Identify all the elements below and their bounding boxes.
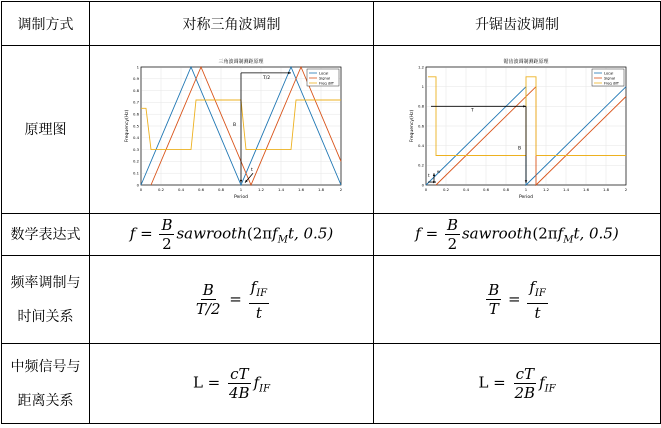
triangle-if-distance: L = $\frac{cT}{4B}$ $f_{IF}$ xyxy=(90,344,374,424)
if-distance-row xyxy=(2,344,661,424)
tri-ifd-L: L xyxy=(192,373,203,392)
saw-annot-B: B xyxy=(518,146,522,152)
tri-expr-fM: f xyxy=(272,224,278,243)
header-sawtooth: 升锯齿波调制 xyxy=(374,2,661,46)
tri-ytick-label: 1 xyxy=(136,63,139,69)
tri-annot-T2: T/2 xyxy=(262,75,270,81)
tri-annot-t: t xyxy=(250,167,253,173)
tri-ft-num1: B xyxy=(202,281,214,299)
sawtooth-modulation-figure xyxy=(402,55,632,205)
tri-ytick-label: 0.1 xyxy=(132,170,139,175)
saw-ifd-f: f xyxy=(539,373,545,392)
tri-xtick-label: 0 xyxy=(139,186,142,192)
saw-ft-num1: B xyxy=(488,281,500,299)
saw-ft-num2-wrap xyxy=(527,278,547,304)
tri-xtick-label: 1.6 xyxy=(297,186,304,192)
tri-ft-den1: T/2 xyxy=(195,300,221,318)
tri-xtick-label: 1.2 xyxy=(257,186,264,192)
tri-expr-f: f xyxy=(129,224,136,243)
saw-ytick-label: 1.2 xyxy=(417,63,424,69)
saw-ytick-label: 0.6 xyxy=(417,122,424,128)
principle-row xyxy=(2,46,661,214)
saw-ifd-den: 2B xyxy=(514,384,536,402)
tri-xlabel: Period xyxy=(233,194,248,200)
sawtooth-freq-time: $\frac{B}{T}$ = $\frac{f_{IF}}{t}$ xyxy=(374,256,661,344)
tri-ytick-label: 0.9 xyxy=(132,75,139,81)
saw-legend-label: Signal xyxy=(604,75,616,80)
freq-time-row xyxy=(2,256,661,344)
saw-ft-den2: t xyxy=(534,303,541,322)
tri-ft-num2-sub: IF xyxy=(256,287,268,299)
label-principle: 原理图 xyxy=(2,46,90,214)
tri-xtick-label: 1 xyxy=(239,186,242,192)
tri-ifd-den: 4B xyxy=(229,384,250,402)
saw-ytick-label: 0 xyxy=(421,181,424,187)
tri-legend-label: Signal xyxy=(318,75,330,80)
header-row xyxy=(2,2,661,46)
label-freq-time xyxy=(2,256,90,344)
saw-ft-frac1 xyxy=(486,281,501,318)
tri-xtick-label: 2 xyxy=(339,186,342,192)
saw-xtick-label: 0.6 xyxy=(482,186,490,192)
tri-ytick-label: 0.6 xyxy=(132,111,139,116)
tri-xtick-label: 0.2 xyxy=(157,186,164,192)
label-expression: 数学表达式 xyxy=(2,214,90,256)
triangle-modulation-figure xyxy=(117,55,347,205)
tri-ylabel: Frequency(Hz) xyxy=(124,109,130,142)
tri-expr-B: B xyxy=(161,216,173,234)
tri-ifd-frac xyxy=(227,365,252,402)
label-freq-time-line1: 频率调制与 xyxy=(10,274,81,291)
tri-xtick-label: 1.8 xyxy=(317,186,324,192)
saw-ft-num2: f xyxy=(529,277,535,296)
saw-expr-arg-post: t, 0.5) xyxy=(573,224,619,243)
saw-ft-den1: T xyxy=(488,300,499,318)
saw-ytick-label: 0.8 xyxy=(417,103,424,109)
tri-xtick-label: 0.4 xyxy=(177,186,184,192)
saw-ifd-L: L xyxy=(478,373,489,392)
header-triangle: 对称三角波调制 xyxy=(90,2,374,46)
tri-ytick-label: 0 xyxy=(136,181,139,187)
triangle-expression: f = $\frac{B}{2}$ $sawrooth(2\pi f_Mt$, 0.5) xyxy=(90,214,374,256)
tri-ytick-label: 0.7 xyxy=(132,99,139,105)
saw-xtick-label: 1.2 xyxy=(542,186,550,192)
tri-ft-frac1 xyxy=(194,281,223,318)
tri-xtick-label: 0.6 xyxy=(197,186,204,192)
saw-expr-B: B xyxy=(446,216,458,234)
saw-ylabel: Frequency(Hz) xyxy=(410,109,415,142)
saw-annot-T: T xyxy=(471,107,474,113)
saw-xtick-label: 2 xyxy=(624,186,628,192)
saw-title: 锯齿波调制测距原理 xyxy=(503,58,549,65)
tri-xtick-label: 0.8 xyxy=(217,186,224,192)
tri-ytick-label: 0.4 xyxy=(132,134,139,140)
saw-expr-func: sawrooth xyxy=(461,224,533,243)
saw-ytick-label: 0.4 xyxy=(417,142,424,148)
tri-ft-frac2 xyxy=(249,278,269,322)
tri-ytick-label: 0.2 xyxy=(132,158,139,164)
saw-annot-t: t xyxy=(428,172,430,178)
saw-xtick-label: 1 xyxy=(524,186,528,192)
saw-expr-f: f xyxy=(415,224,421,243)
tri-expr-2: 2 xyxy=(162,235,172,253)
saw-expr-fM-sub: M xyxy=(563,234,574,246)
comparison-table xyxy=(1,1,661,424)
saw-annot-fif: fif xyxy=(437,169,441,174)
saw-xtick-label: 0.2 xyxy=(442,186,450,192)
expression-row xyxy=(2,214,661,256)
saw-expr-fM: f xyxy=(557,224,564,243)
saw-expr-arg-pre: (2π xyxy=(532,224,558,243)
saw-ifd-f-sub: IF xyxy=(544,383,556,395)
tri-legend-label: Local xyxy=(318,70,328,75)
tri-annot-B: B xyxy=(232,122,236,128)
triangle-freq-time: $\frac{B}{T/2}$ = $\frac{f_{IF}}{t}$ xyxy=(90,256,374,344)
saw-ifd-num: cT xyxy=(515,365,534,383)
tri-legend-label: Freq diff xyxy=(318,80,334,85)
tri-ifd-f: f xyxy=(253,373,260,392)
tri-ytick-label: 0.5 xyxy=(132,122,139,128)
tri-ft-den2: t xyxy=(255,303,262,322)
tri-ft-num2-wrap xyxy=(249,278,269,304)
tri-xtick-label: 1.4 xyxy=(277,186,284,192)
tri-ytick-label: 0.8 xyxy=(132,87,139,93)
tri-ifd-f-sub: IF xyxy=(259,383,271,395)
label-freq-time-line2: 时间关系 xyxy=(17,308,74,325)
saw-ifd-frac xyxy=(513,365,538,402)
saw-ytick-label: 1 xyxy=(421,83,424,89)
saw-expr-frac xyxy=(445,216,460,253)
tri-ft-num2: f xyxy=(250,277,257,296)
tri-expr-arg-pre: (2π xyxy=(246,224,273,243)
saw-xtick-label: 1.8 xyxy=(602,186,610,192)
saw-xtick-label: 1.4 xyxy=(562,186,570,192)
triangle-figure-cell xyxy=(90,46,374,214)
saw-xtick-label: 0.4 xyxy=(462,186,470,192)
saw-legend-label: Freq diff xyxy=(604,80,619,85)
saw-legend-label: Local xyxy=(604,70,614,75)
label-if-distance-line1: 中频信号与 xyxy=(10,358,81,375)
saw-ytick-label: 0.2 xyxy=(417,162,424,168)
sawtooth-expression: f = $\frac{B}{2}$ $sawrooth(2\pi f_Mt$, 0.5) xyxy=(374,214,661,256)
tri-expr-fM-sub: M xyxy=(277,234,288,246)
saw-ft-frac2 xyxy=(527,278,547,322)
saw-xlabel: Period xyxy=(518,194,534,200)
saw-xtick-label: 0.8 xyxy=(502,186,510,192)
saw-ft-num2-sub: IF xyxy=(534,287,546,299)
sawtooth-if-distance: L = $\frac{cT}{2B}$ $f_{IF}$ xyxy=(374,344,661,424)
label-if-distance xyxy=(2,344,90,424)
header-modulation: 调制方式 xyxy=(2,2,90,46)
saw-expr-2: 2 xyxy=(447,235,458,253)
tri-expr-arg-post: t, 0.5) xyxy=(287,224,334,243)
saw-xtick-label: 1.6 xyxy=(582,186,590,192)
tri-expr-func: sawrooth xyxy=(176,224,247,243)
label-if-distance-line2: 距离关系 xyxy=(17,392,74,409)
sawtooth-figure-cell xyxy=(374,46,661,214)
saw-xtick-label: 0 xyxy=(424,186,428,192)
tri-title: 三角波调制测距原理 xyxy=(217,58,264,65)
tri-ytick-label: 0.3 xyxy=(132,146,139,152)
tri-expr-frac xyxy=(159,216,174,253)
tri-ifd-num: cT xyxy=(230,365,249,383)
